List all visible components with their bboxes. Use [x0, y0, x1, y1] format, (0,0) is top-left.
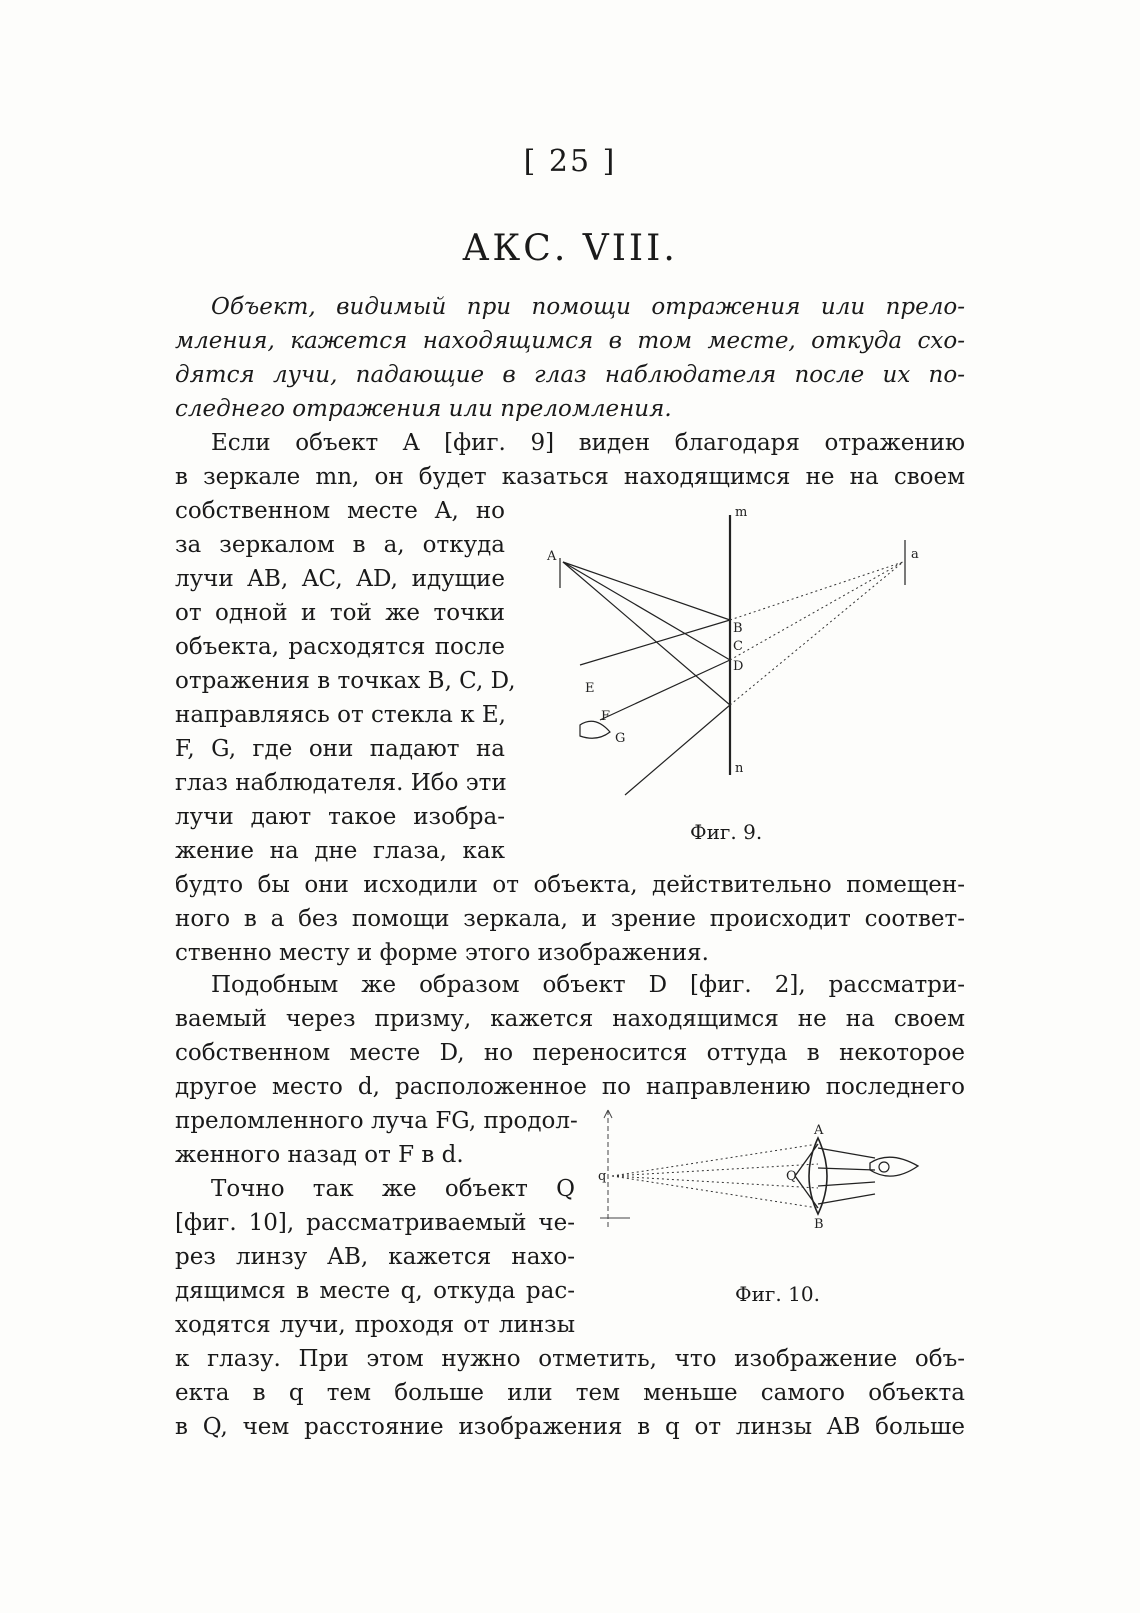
label-A: A — [814, 1123, 824, 1138]
figure-9-mirror-diagram — [547, 505, 955, 830]
pupil-icon — [879, 1162, 889, 1172]
page-number: [ 25 ] — [523, 144, 617, 179]
text-line: лучи дают такое изобра- — [175, 804, 505, 830]
label-m: m — [735, 505, 748, 520]
text-line: собственном месте A, но — [175, 498, 505, 524]
text-line: в Q, чем расстояние изображения в q от линзы AB больше — [175, 1414, 965, 1440]
text-line: от одной и той же точки — [175, 600, 505, 626]
paragraph-1-tail — [175, 868, 965, 970]
text-line: ного в a без помощи зеркала, и зрение происходит соответ- — [175, 906, 965, 932]
text-line: рез линзу AB, кажется нахо- — [175, 1244, 575, 1270]
text-line: ственно месту и форме этого изображения. — [175, 940, 709, 966]
text-line: в зеркале mn, он будет казаться находящимся не на своем — [175, 464, 965, 490]
text-line: объекта, расходятся после — [175, 634, 505, 660]
text-line: следнего отражения или преломления. — [175, 396, 672, 422]
axiom-heading: АКС. VIII. — [462, 228, 678, 269]
paragraph-2-narrow — [175, 1104, 578, 1342]
text-line: Точно так же объект Q — [211, 1176, 575, 1202]
label-C: C — [733, 639, 743, 654]
text-line: дящимся в месте q, откуда рас- — [175, 1278, 575, 1304]
label-G: G — [615, 731, 626, 746]
text-line: за зеркалом в a, откуда — [175, 532, 505, 558]
text-line: екта в q тем больше или тем меньше самого объекта — [175, 1380, 965, 1406]
text-line: преломленного луча FG, продол- — [175, 1108, 578, 1134]
text-line: дятся лучи, падающие в глаз наблюдателя после их по- — [175, 362, 965, 388]
text-line: к глазу. При этом нужно отметить, что изображение объ- — [175, 1346, 965, 1372]
label-B: B — [814, 1217, 824, 1232]
text-line: ходятся лучи, проходя от линзы — [175, 1312, 575, 1338]
label-F: F — [601, 709, 611, 724]
text-line: направляясь от стекла к E, — [175, 702, 506, 728]
text-line: Если объект A [фиг. 9] виден благодаря отражению — [211, 430, 965, 456]
text-line: собственном месте D, но переносится оттуда в некоторое — [175, 1040, 965, 1066]
label-B: B — [733, 621, 743, 636]
eye-icon — [870, 1157, 918, 1176]
figure-9-caption: Фиг. 9. — [690, 820, 763, 844]
text-line: Объект, видимый при помощи отражения или прело- — [211, 294, 965, 320]
paragraph-2-tail — [175, 1342, 965, 1444]
text-line: отражения в точках B, C, D, — [175, 668, 516, 694]
text-line: ваемый через призму, кажется находящимся не на своем — [175, 1006, 965, 1032]
label-n: n — [735, 761, 744, 776]
text-line: жение на дне глаза, как — [175, 838, 505, 864]
text-line: женного назад от F в d. — [175, 1142, 464, 1168]
figure-10-caption: Фиг. 10. — [735, 1282, 820, 1306]
label-D: D — [733, 659, 744, 674]
text-line: мления, кажется находящимся в том месте, откуда схо- — [175, 328, 965, 354]
paragraph-1-narrow — [175, 494, 516, 868]
label-Q: Q — [786, 1169, 797, 1184]
label-E: E — [585, 681, 595, 696]
paragraph-2-intro — [175, 968, 965, 1104]
label-a: a — [911, 547, 919, 562]
text-line: другое место d, расположенное по направлению последнего — [175, 1074, 965, 1100]
label-q: q — [598, 1169, 607, 1184]
text-line: будто бы они исходили от объекта, действительно помещен- — [175, 872, 965, 898]
figure-10-lens-diagram — [600, 1108, 960, 1298]
text-line: Подобным же образом объект D [фиг. 2], рассматри- — [211, 972, 965, 998]
text-line: [фиг. 10], рассматриваемый че- — [175, 1210, 575, 1236]
paragraph-1-intro — [175, 426, 965, 494]
axiom-statement — [175, 290, 965, 426]
text-line: лучи AB, AC, AD, идущие — [175, 566, 505, 592]
label-A: A — [547, 549, 557, 564]
text-line: глаз наблюдателя. Ибо эти — [175, 770, 507, 796]
text-line: F, G, где они падают на — [175, 736, 505, 762]
